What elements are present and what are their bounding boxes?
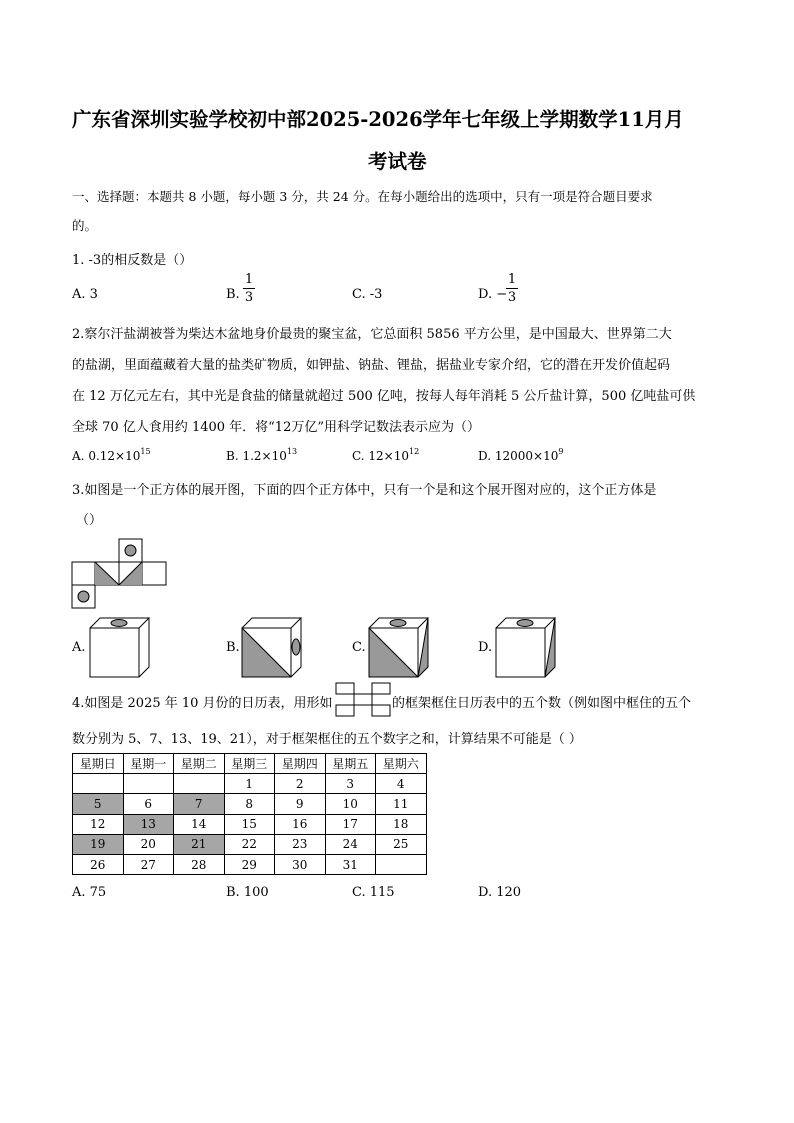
calendar-day-cell: 4: [376, 774, 427, 794]
q3-option-d-cube: [495, 617, 557, 679]
q3-option-a-label: A.: [72, 640, 86, 655]
calendar-day-cell: 19: [73, 834, 124, 854]
calendar-week-row: [73, 854, 427, 874]
q2-stem-line4: 全球 70 亿人食用约 1400 年．将“12万亿”用科学记数法表示应为（）: [72, 420, 480, 435]
fraction-denominator: 3: [507, 290, 517, 305]
q3-option-a-cube: [89, 617, 151, 679]
option-letter: D.: [478, 449, 492, 463]
calendar-day-cell: 8: [224, 794, 275, 814]
calendar-day-cell: 24: [325, 834, 376, 854]
calendar-header-cell: 星期三: [224, 754, 275, 774]
q4-option-c: C. 115: [352, 885, 395, 900]
october-calendar-table: [72, 753, 427, 875]
q4-stem-line1-start: 4.如图是 2025 年 10 月份的日历表，用形如: [72, 696, 333, 711]
calendar-week-row: [73, 774, 427, 794]
fraction-numerator: 1: [244, 272, 254, 287]
calendar-day-cell: 1: [224, 774, 275, 794]
q2-option-b: [226, 449, 297, 463]
calendar-day-cell: 5: [73, 794, 124, 814]
option-exponent: 15: [140, 447, 151, 456]
q4-option-d: D. 120: [478, 885, 522, 900]
q2-option-c: [352, 449, 419, 463]
q1-option-d-label: D. −: [478, 287, 508, 302]
q1-option-c: C. -3: [352, 287, 383, 302]
q3-option-b-label: B.: [226, 640, 240, 655]
q2-option-d: [478, 449, 563, 463]
q3-option-c-label: C.: [352, 640, 366, 655]
option-base: 0.12×10: [88, 449, 141, 463]
calendar-day-cell: 28: [174, 854, 225, 874]
calendar-header-cell: 星期六: [376, 754, 427, 774]
calendar-day-cell: 2: [275, 774, 326, 794]
q3-option-c-cube: [368, 617, 430, 679]
calendar-day-cell: 11: [376, 794, 427, 814]
q2-option-a: [72, 449, 151, 463]
q2-stem-line3: 在 12 万亿元左右，其中光是食盐的储量就超过 500 亿吨，按每人每年消耗 5 公斤盐计算，500 亿吨盐可供: [72, 389, 696, 404]
calendar-header-cell: 星期四: [275, 754, 326, 774]
q4-option-a: A. 75: [72, 885, 107, 900]
q1-stem: 1. -3的相反数是（）: [72, 253, 193, 268]
option-exponent: 13: [286, 447, 298, 456]
section-heading-cont: 的。: [72, 218, 98, 233]
option-base: 12000×10: [494, 449, 559, 463]
option-letter: A.: [72, 449, 85, 463]
calendar-day-cell: 13: [123, 814, 174, 834]
calendar-header-cell: 星期日: [73, 754, 124, 774]
calendar-day-cell: 21: [174, 834, 225, 854]
calendar-day-cell: 22: [224, 834, 275, 854]
calendar-day-cell: 10: [325, 794, 376, 814]
calendar-day-cell: 23: [275, 834, 326, 854]
calendar-day-cell: 14: [174, 814, 225, 834]
calendar-day-cell: [123, 774, 174, 794]
calendar-day-cell: 3: [325, 774, 376, 794]
calendar-day-cell: 12: [73, 814, 124, 834]
q3-stem-line1: 3.如图是一个正方体的展开图，下面的四个正方体中，只有一个是和这个展开图对应的，这个正方体是: [72, 483, 657, 498]
exam-title-line2: 考试卷: [368, 150, 427, 173]
calendar-week-row: [73, 834, 427, 854]
option-letter: B.: [226, 449, 239, 463]
q4-stem-line1-end: 的框架框住日历表中的五个数（例如图中框住的五个: [392, 696, 692, 711]
q1-option-d-fraction: [506, 272, 518, 305]
q1-option-b-label: B.: [226, 287, 240, 302]
q4-option-b: B. 100: [226, 885, 269, 900]
calendar-day-cell: 17: [325, 814, 376, 834]
q3-option-d-label: D.: [478, 640, 493, 655]
h-frame-shape-icon: [336, 683, 392, 717]
option-base: 12×10: [368, 449, 409, 463]
calendar-day-cell: 27: [123, 854, 174, 874]
calendar-day-cell: 26: [73, 854, 124, 874]
fraction-denominator: 3: [244, 290, 254, 305]
q3-stem-line2: （）: [76, 513, 103, 528]
option-base: 1.2×10: [242, 449, 287, 463]
calendar-header-row: [73, 754, 427, 774]
calendar-day-cell: 16: [275, 814, 326, 834]
q2-stem-line1: 2.察尔汗盐湖被誉为柴达木盆地身价最贵的聚宝盆，它总面积 5856 平方公里，是中国最大、世界第二大: [72, 327, 672, 342]
q1-option-b-fraction: [243, 272, 255, 305]
option-letter: C.: [352, 449, 365, 463]
calendar-header-cell: 星期五: [325, 754, 376, 774]
calendar-day-cell: [174, 774, 225, 794]
calendar-day-cell: 6: [123, 794, 174, 814]
calendar-day-cell: 31: [325, 854, 376, 874]
calendar-week-row: [73, 794, 427, 814]
calendar-header-cell: 星期二: [174, 754, 225, 774]
calendar-day-cell: [73, 774, 124, 794]
calendar-day-cell: 25: [376, 834, 427, 854]
calendar-day-cell: 29: [224, 854, 275, 874]
calendar-day-cell: [376, 854, 427, 874]
option-exponent: 12: [409, 447, 420, 456]
q3-option-b-cube: [241, 617, 303, 679]
calendar-header-cell: 星期一: [123, 754, 174, 774]
calendar-day-cell: 30: [275, 854, 326, 874]
section-heading: 一、选择题：本题共 8 小题，每小题 3 分，共 24 分。在每小题给出的选项中，只有一项是符合题目要求: [72, 189, 653, 204]
q1-option-a: A. 3: [72, 287, 98, 302]
calendar-day-cell: 15: [224, 814, 275, 834]
calendar-day-cell: 7: [174, 794, 225, 814]
q4-stem-line2: 数分别为 5、7、13、19、21），对于框架框住的五个数字之和，计算结果不可能是（ ）: [72, 732, 582, 747]
option-exponent: 9: [558, 447, 564, 456]
cube-net-figure: [72, 539, 172, 611]
calendar-week-row: [73, 814, 427, 834]
q2-stem-line2: 的盐湖，里面蕴藏着大量的盐类矿物质，如钾盐、钠盐、锂盐，据盐业专家介绍，它的潜在开发价值起码: [72, 358, 671, 373]
calendar-day-cell: 20: [123, 834, 174, 854]
exam-title-line1: 广东省深圳实验学校初中部2025-2026学年七年级上学期数学11月月: [72, 108, 684, 131]
calendar-day-cell: 18: [376, 814, 427, 834]
fraction-numerator: 1: [507, 272, 517, 287]
calendar-day-cell: 9: [275, 794, 326, 814]
